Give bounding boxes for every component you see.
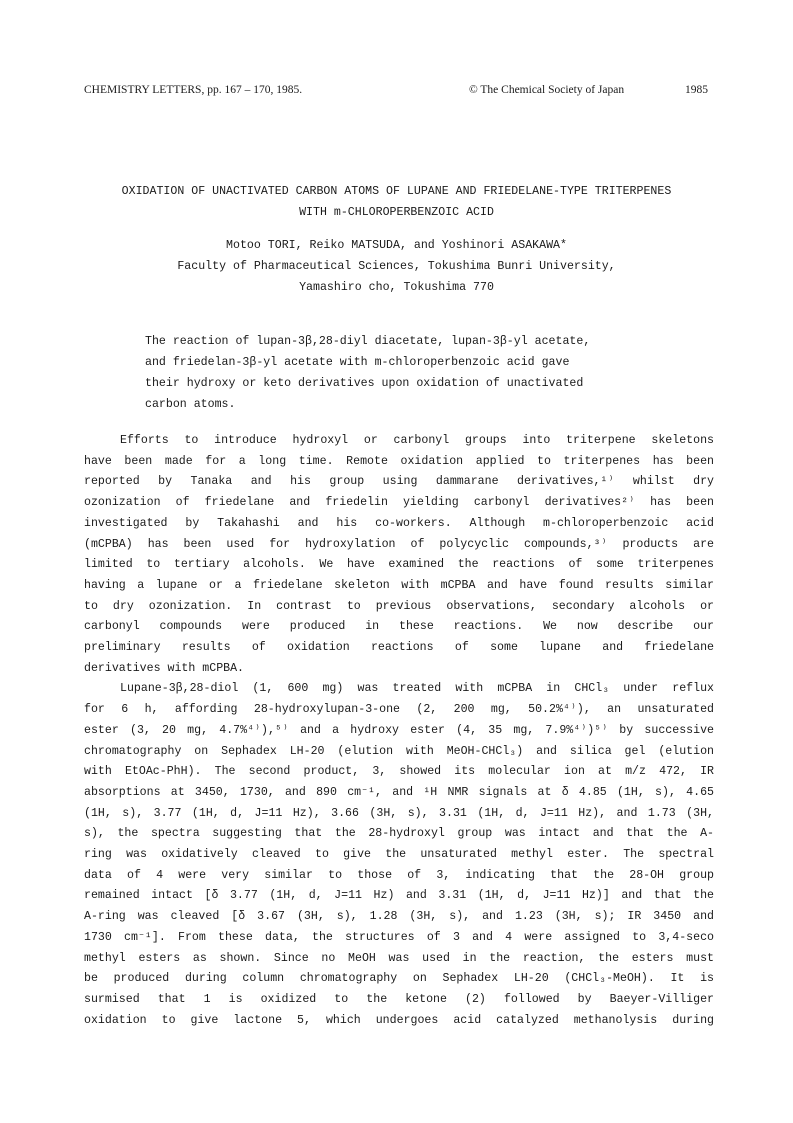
running-header bbox=[84, 84, 708, 98]
abstract bbox=[145, 331, 685, 415]
abstract-line: carbon atoms. bbox=[145, 398, 236, 411]
author-names: Motoo TORI, Reiko MATSUDA, and Yoshinori ASAKAWA* bbox=[226, 239, 567, 252]
body-line: (1H, s), 3.77 (1H, d, J=11 Hz), 3.66 (3H, s), 3.31 (1H, d, J=11 Hz), and 1.73 (3H, bbox=[84, 806, 714, 820]
body-line: preliminary results of oxidation reactions of some lupane and friedelane bbox=[84, 641, 714, 655]
body-line: (mCPBA) has been used for hydroxylation of polycyclic compounds,³⁾ products are bbox=[84, 537, 714, 551]
copyright-notice: © The Chemical Society of Japan bbox=[469, 84, 625, 96]
body-line: chromatography on Sephadex LH-20 (elution with MeOH-CHCl₃) and silica gel (elution bbox=[84, 744, 714, 758]
abstract-line: and friedelan-3β-yl acetate with m-chloroperbenzoic acid gave bbox=[145, 356, 570, 369]
author-block bbox=[40, 235, 753, 298]
body-line: Efforts to introduce hydroxyl or carbonyl groups into triterpene skeletons bbox=[120, 434, 714, 447]
author-affiliation: Faculty of Pharmaceutical Sciences, Tokushima Bunri University, bbox=[177, 260, 616, 273]
body-line: surmised that 1 is oxidized to the ketone (2) followed by Baeyer-Villiger bbox=[84, 992, 714, 1006]
title-line-2: WITH m-CHLOROPERBENZOIC ACID bbox=[299, 206, 494, 219]
body-line: with EtOAc-PhH). The second product, 3, showed its molecular ion at m/z 472, IR bbox=[84, 765, 714, 779]
body-line: have been made for a long time. Remote oxidation applied to triterpenes has been bbox=[84, 454, 714, 468]
body-line: oxidation to give lactone 5, which undergoes acid catalyzed methanolysis during bbox=[84, 1013, 714, 1027]
body-line: data of 4 were very similar to those of 3, indicating that the 28-OH group bbox=[84, 868, 714, 882]
body-line: carbonyl compounds were produced in these reactions. We now describe our bbox=[84, 620, 714, 634]
body-line: for 6 h, affording 28-hydroxylupan-3-one (2, 200 mg, 50.2%⁴⁾), an unsaturated bbox=[84, 703, 714, 717]
body-line: Lupane-3β,28-diol (1, 600 mg) was treated with mCPBA in CHCl₃ under reflux bbox=[120, 682, 714, 696]
body-line: ring was oxidatively cleaved to give the unsaturated methyl ester. The spectral bbox=[84, 848, 714, 862]
body-line: ester (3, 20 mg, 4.7%⁴⁾),⁵⁾ and a hydroxy ester (4, 35 mg, 7.9%⁴⁾)⁵⁾ by successive bbox=[84, 723, 714, 737]
body-line: reported by Tanaka and his group using dammarane derivatives,¹⁾ whilst dry bbox=[84, 475, 714, 489]
article-title bbox=[40, 181, 753, 223]
body-line: s), the spectra suggesting that the 28-hydroxyl group was intact and that the A- bbox=[84, 827, 714, 841]
header-year: 1985 bbox=[685, 84, 708, 96]
body-text bbox=[84, 431, 714, 1031]
body-line: remained intact [δ 3.77 (1H, d, J=11 Hz) and 3.31 (1H, d, J=11 Hz)] and that the bbox=[84, 889, 714, 903]
body-line: A-ring was cleaved [δ 3.67 (3H, s), 1.28 (3H, s), and 1.23 (3H, s); IR 3450 and bbox=[84, 910, 714, 924]
body-line: absorptions at 3450, 1730, and 890 cm⁻¹, and ¹H NMR signals at δ 4.85 (1H, s), 4.65 bbox=[84, 785, 714, 799]
body-line: investigated by Takahashi and his co-workers. Although m-chloroperbenzoic acid bbox=[84, 516, 714, 530]
body-line: having a lupane or a friedelane skeleton with mCPBA and have found results similar bbox=[84, 578, 714, 592]
journal-citation: CHEMISTRY LETTERS, pp. 167 – 170, 1985. bbox=[84, 84, 303, 96]
author-address: Yamashiro cho, Tokushima 770 bbox=[299, 281, 494, 294]
body-line: be produced during column chromatography on Sephadex LH-20 (CHCl₃-MeOH). It is bbox=[84, 972, 714, 986]
body-line: derivatives with mCPBA. bbox=[84, 661, 245, 675]
body-line: to dry ozonization. In contrast to previous observations, secondary alcohols or bbox=[84, 599, 714, 613]
abstract-line: their hydroxy or keto derivatives upon oxidation of unactivated bbox=[145, 377, 584, 390]
body-line: ozonization of friedelane and friedelin yielding carbonyl derivatives²⁾ has been bbox=[84, 496, 714, 510]
body-line: methyl esters as shown. Since no MeOH was used in the reaction, the esters must bbox=[84, 951, 714, 965]
body-line: limited to tertiary alcohols. We have examined the reactions of some triterpenes bbox=[84, 558, 714, 572]
title-line-1: OXIDATION OF UNACTIVATED CARBON ATOMS OF LUPANE AND FRIEDELANE-TYPE TRITERPENES bbox=[121, 185, 672, 198]
body-line: 1730 cm⁻¹]. From these data, the structures of 3 and 4 were assigned to 3,4-seco bbox=[84, 930, 714, 944]
abstract-line: The reaction of lupan-3β,28-diyl diacetate, lupan-3β-yl acetate, bbox=[145, 335, 591, 348]
